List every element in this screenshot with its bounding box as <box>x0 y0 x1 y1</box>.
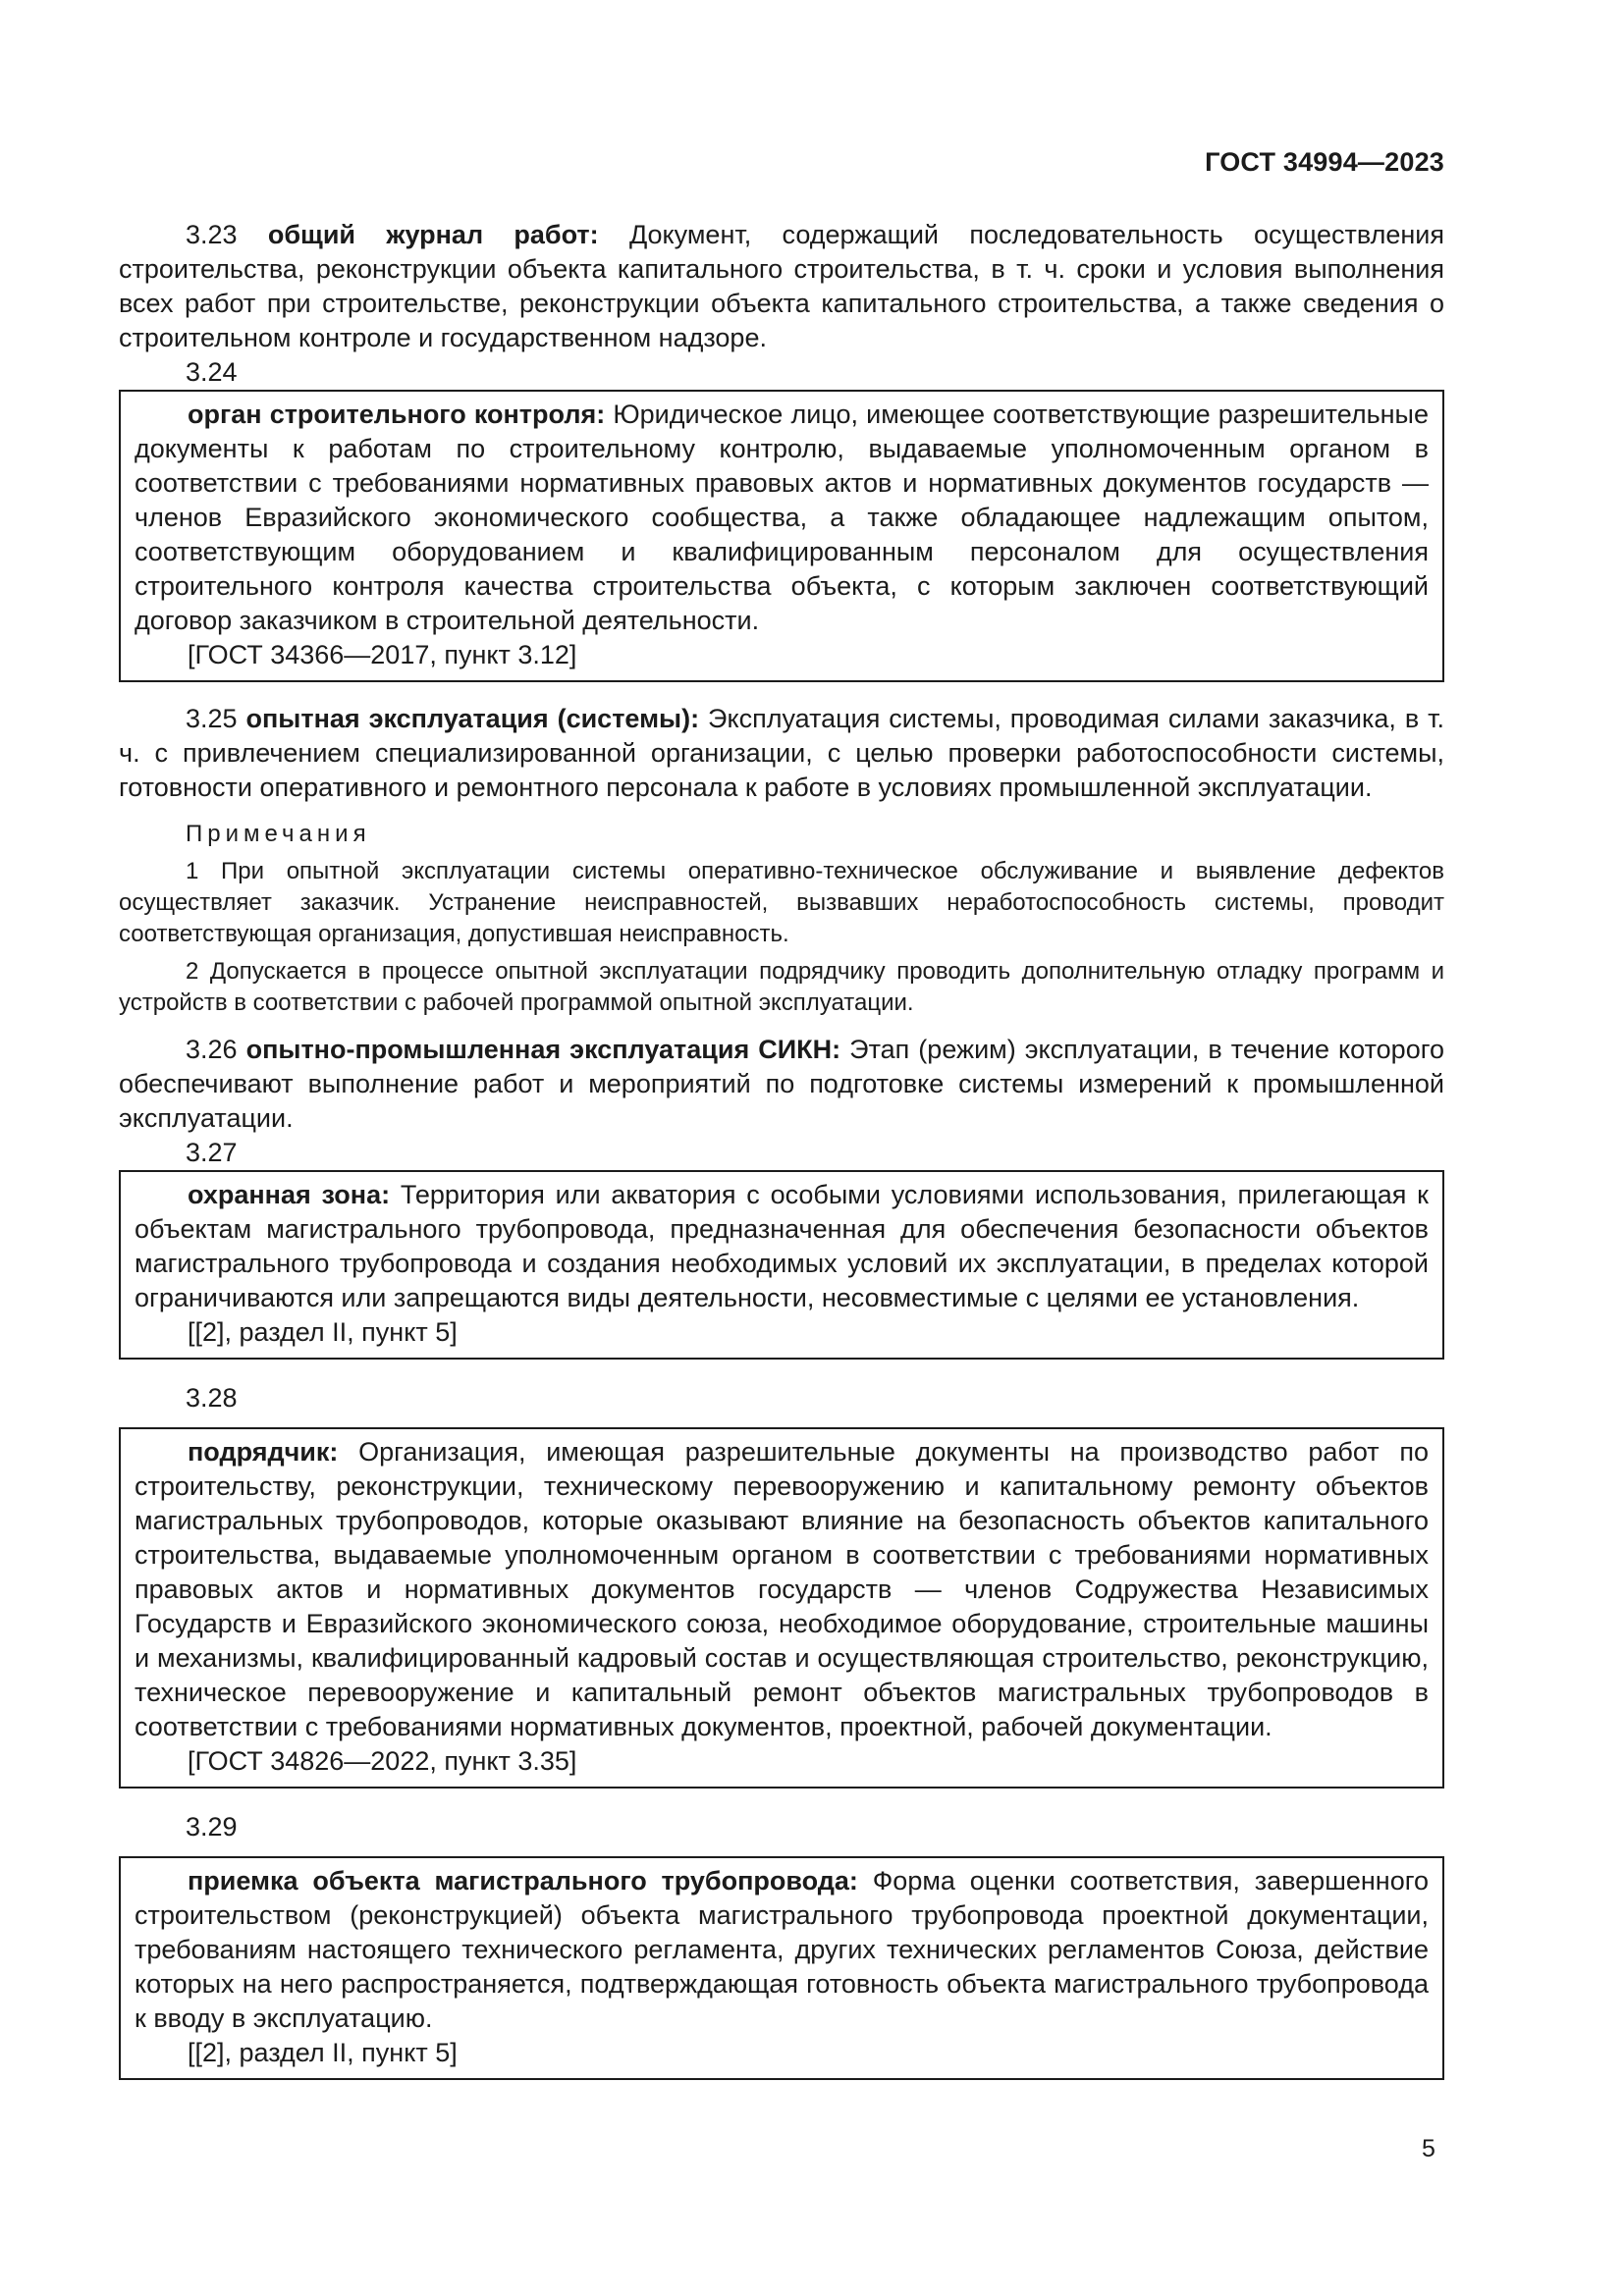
definition: Этап (режим) эксплуатации, в течение которого обеспечивают выполнение работ и мероприятий по подготовке системы измерений к промышленной эксплуатации. <box>119 1035 1444 1133</box>
section-3-26 <box>119 1033 1444 1136</box>
document-body <box>119 218 1444 2080</box>
section-number: 3.26 <box>186 1035 238 1064</box>
source-reference: [ГОСТ 34826—2022, пункт 3.35] <box>188 1746 577 1776</box>
quoted-definition-box-3-27 <box>119 1170 1444 1360</box>
source-reference: [[2], раздел II, пункт 5] <box>188 2038 458 2067</box>
page-number: 5 <box>1422 2135 1435 2163</box>
term: общий журнал работ: <box>267 220 599 249</box>
document-code-header: ГОСТ 34994—2023 <box>1205 147 1444 177</box>
quoted-definition-box-3-24 <box>119 390 1444 682</box>
term: охранная зона: <box>188 1180 391 1209</box>
section-3-27 <box>135 1178 1429 1315</box>
term: опытно-промышленная эксплуатация СИКН: <box>245 1035 841 1064</box>
term: опытная эксплуатация (системы): <box>245 704 700 733</box>
term: приемка объекта магистрального трубопровода: <box>188 1866 858 1896</box>
term: подрядчик: <box>188 1437 339 1467</box>
section-3-23 <box>119 218 1444 355</box>
section-3-28 <box>135 1435 1429 1744</box>
section-number-3-28: 3.28 <box>186 1383 238 1413</box>
definition: Организация, имеющая разрешительные документы на производство работ по строительству, реконструкции, техническому перевооружению и капитальному ремонту объектов магистральных трубопроводов, которые оказывают влияние на безопасность объектов капитального строительства, выдаваемые уполномоченным органом в соответствии с требованиями нормативных правовых актов и нормативных документов государств — членов Содружества Независимых Государств и Евразийского экономического союза, необходимое оборудование, строительные машины и механизмы, квалифицированный кадровый состав и осуществляющая строительство, реконструкцию, техническое перевооружение и капитальный ремонт объектов магистральных трубопроводов в соответствии с требованиями нормативных документов, проектной, рабочей документации. <box>135 1437 1429 1741</box>
section-number-3-24: 3.24 <box>186 357 238 387</box>
quoted-definition-box-3-28 <box>119 1427 1444 1789</box>
section-3-29 <box>135 1864 1429 2036</box>
section-3-24 <box>135 398 1429 638</box>
section-number-3-29: 3.29 <box>186 1812 238 1842</box>
notes-heading: Примечания <box>186 821 371 847</box>
definition: Форма оценки соответствия, завершенного строительством (реконструкцией) объекта магистрального трубопровода проектной документации, требованиям настоящего технического регламента, других технических регламентов Союза, действие которых на него распространяется, подтверждающая готовность объекта магистрального трубопровода к вводу в эксплуатацию. <box>135 1866 1429 2033</box>
section-3-25 <box>119 702 1444 805</box>
note-1: 1 При опытной эксплуатации системы оперативно-техническое обслуживание и выявление дефектов осуществляет заказчик. Устранение неисправностей, вызвавших неработоспособность системы, проводит соответствующая организация, допустившая неисправность. <box>119 858 1444 947</box>
quoted-definition-box-3-29 <box>119 1856 1444 2080</box>
definition: Юридическое лицо, имеющее соответствующие разрешительные документы к работам по строительному контролю, выдаваемые уполномоченным органом в соответствии с требованиями нормативных правовых актов и нормативных документов государств — членов Евразийского экономического сообщества, а также обладающее надлежащим опытом, соответствующим оборудованием и квалифицированным персоналом для осуществления строительного контроля качества строительства объекта, с которым заключен соответствующий договор заказчиком в строительной деятельности. <box>135 400 1429 635</box>
section-number: 3.23 <box>186 220 238 249</box>
section-number: 3.25 <box>186 704 238 733</box>
term: орган строительного контроля: <box>188 400 606 429</box>
definition: Территория или акватория с особыми условиями использования, прилегающая к объектам магистрального трубопровода, предназначенная для обеспечения безопасности объектов магистрального трубопровода и создания необходимых условий их эксплуатации, в пределах которой ограничиваются или запрещаются виды деятельности, несовместимые с целями ее установления. <box>135 1180 1429 1312</box>
note-2: 2 Допускается в процессе опытной эксплуатации подрядчику проводить дополнительную отладку программ и устройств в соответствии с рабочей программой опытной эксплуатации. <box>119 958 1444 1016</box>
source-reference: [[2], раздел II, пункт 5] <box>188 1317 458 1347</box>
source-reference: [ГОСТ 34366—2017, пункт 3.12] <box>188 640 577 669</box>
definition: Документ, содержащий последовательность осуществления строительства, реконструкции объекта капитального строительства, в т. ч. сроки и условия выполнения всех работ при строительстве, реконструкции объекта капитального строительства, а также сведения о строительном контроле и государственном надзоре. <box>119 220 1444 352</box>
section-number-3-27: 3.27 <box>186 1138 238 1167</box>
definition: Эксплуатация системы, проводимая силами заказчика, в т. ч. с привлечением специализированной организации, с целью проверки работоспособности системы, готовности оперативного и ремонтного персонала к работе в условиях промышленной эксплуатации. <box>119 704 1444 802</box>
